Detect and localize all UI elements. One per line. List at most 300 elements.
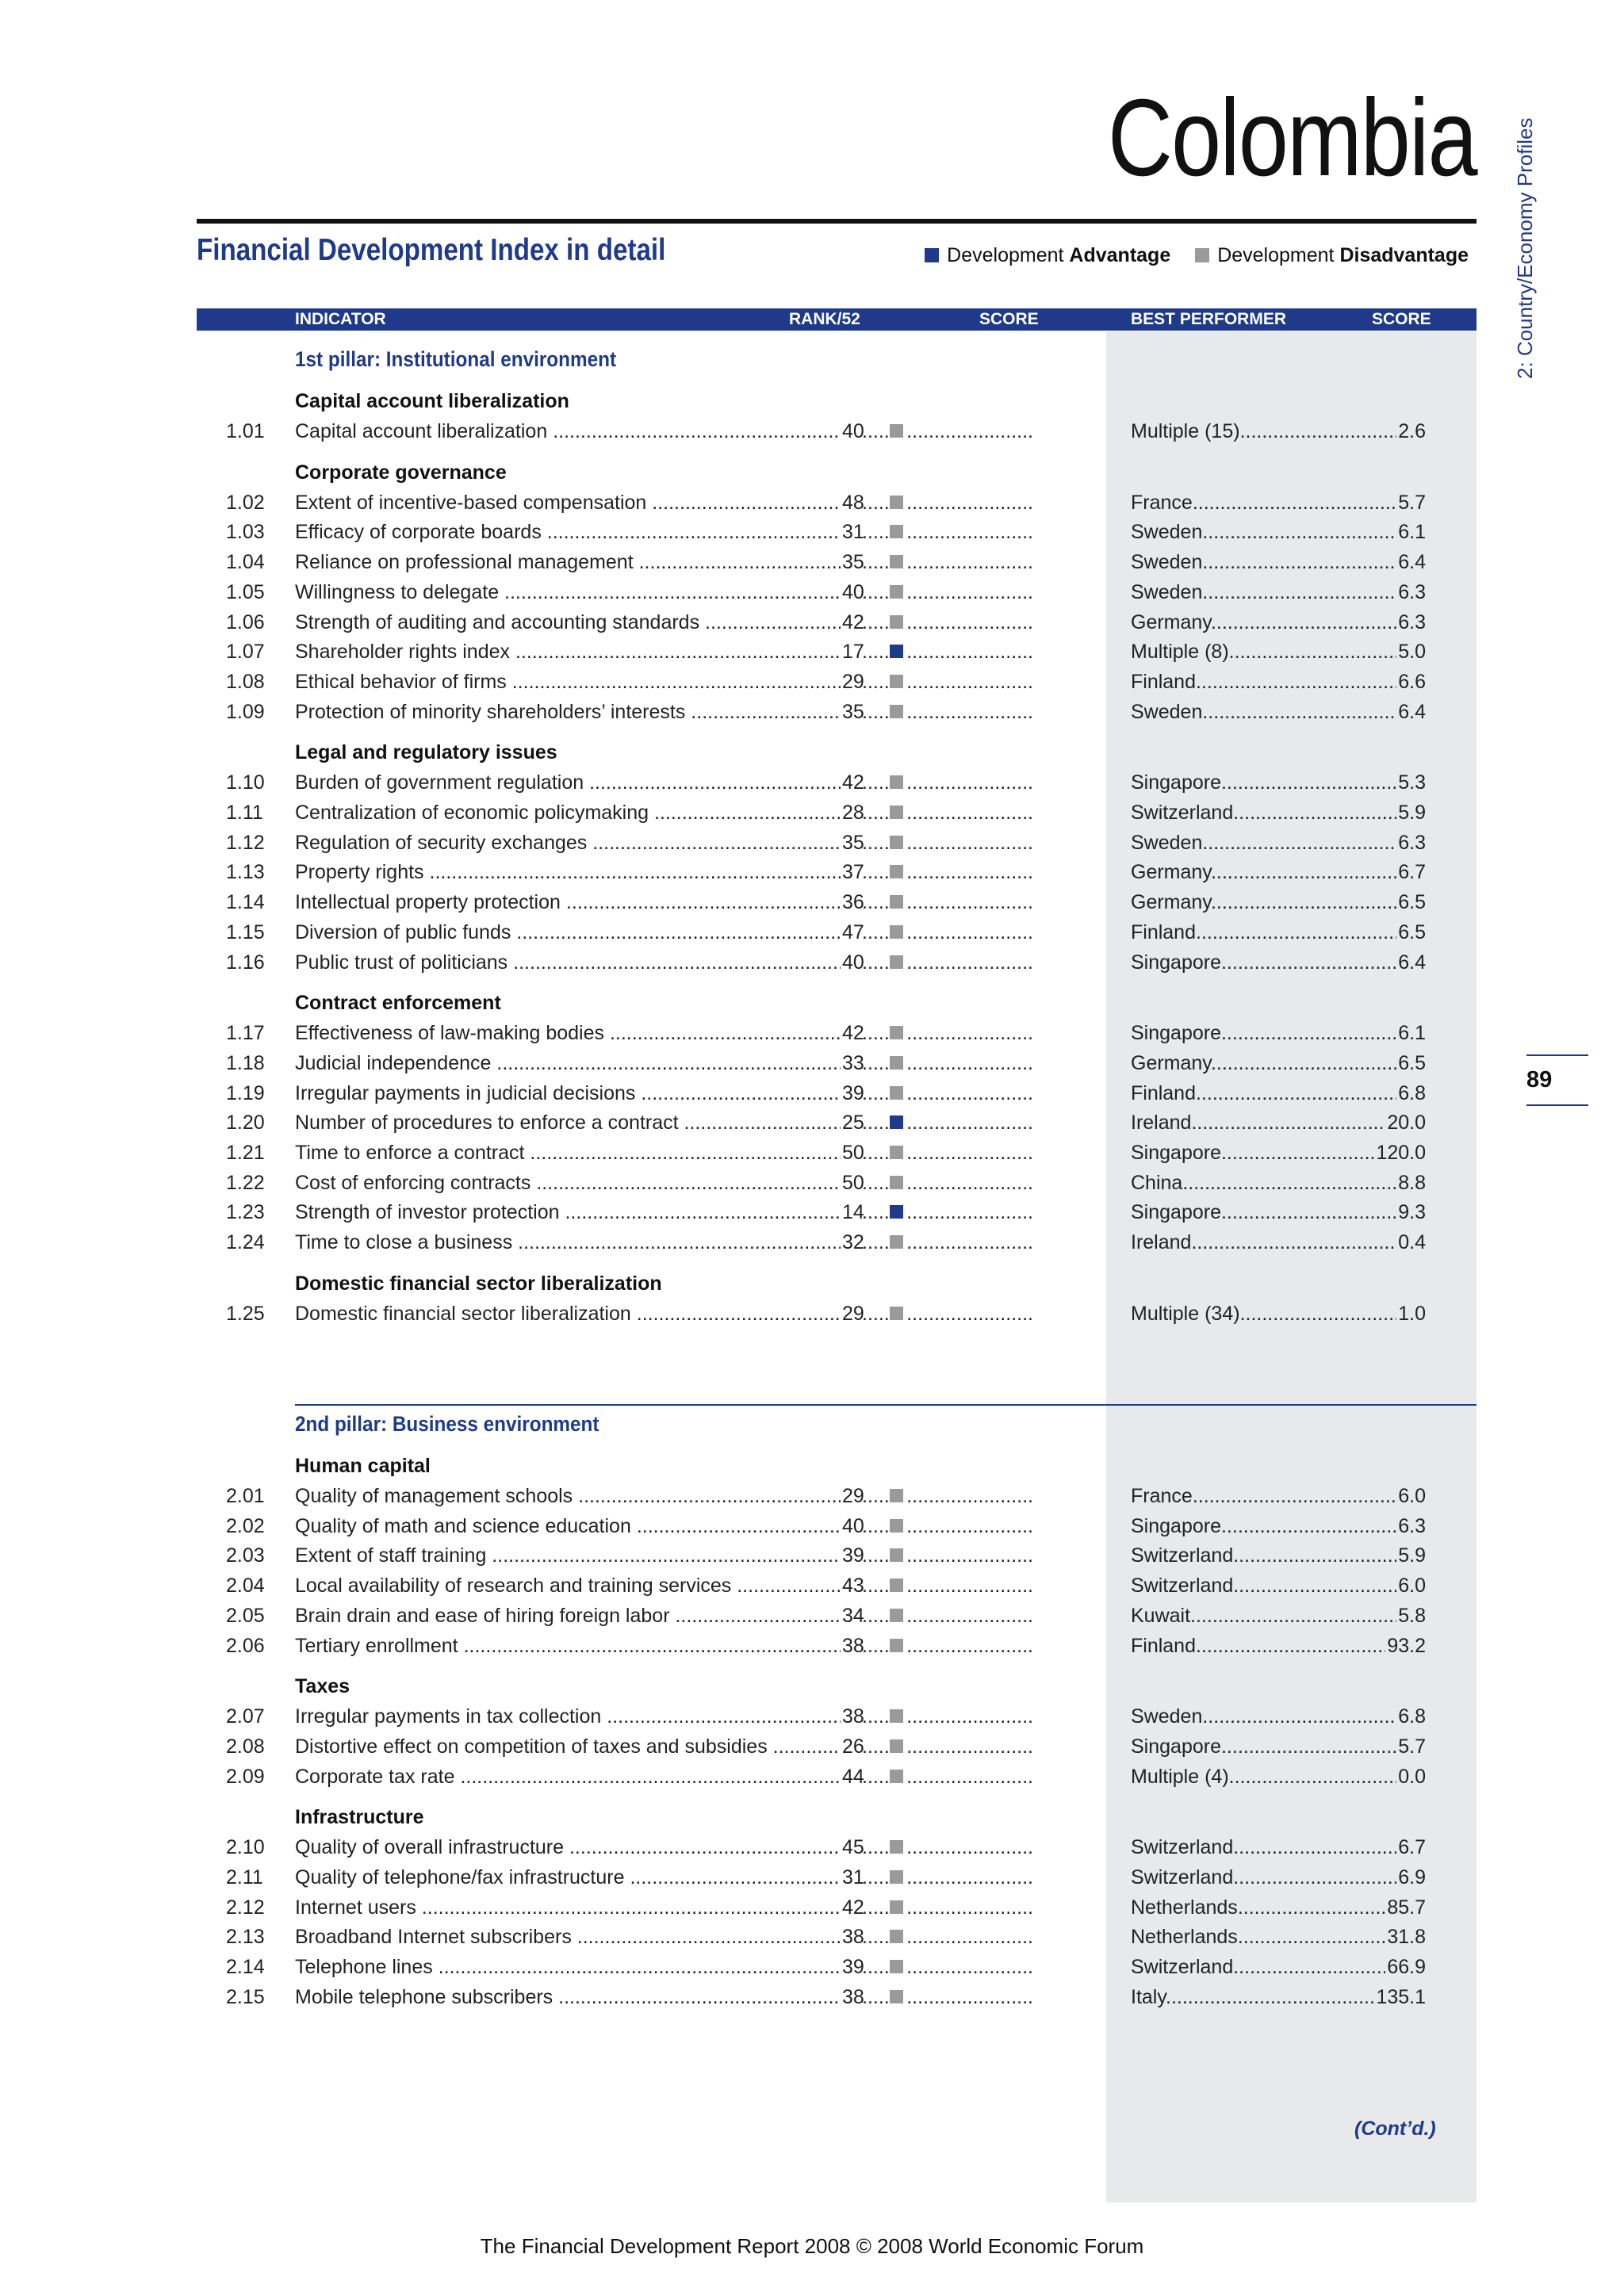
best-performer-score: 20.0 (1387, 1112, 1426, 1135)
best-performer-name: Singapore ..... (1131, 1022, 1426, 1045)
best-performer-score: 85.7 (1387, 1896, 1426, 1919)
disadvantage-marker-icon (890, 1548, 903, 1562)
indicator-name: Ethical behavior of firms ..... (295, 671, 856, 694)
score-cell (906, 1575, 1033, 1598)
best-performer-score: 6.5 (1398, 1051, 1426, 1074)
indicator-name: Willingness to delegate ..... (295, 581, 856, 604)
table-row (0, 891, 1624, 921)
disadvantage-marker-icon (890, 1840, 903, 1854)
table-row (0, 1605, 1624, 1635)
leader-dots (862, 492, 890, 515)
table-row (0, 1956, 1624, 1986)
subsection-title: Legal and regulatory issues (295, 741, 557, 764)
rank-value: 45 (842, 1836, 864, 1859)
best-performer-cell (1131, 671, 1426, 698)
score-cell (906, 1896, 1033, 1919)
best-performer-name: Finland ..... (1131, 1635, 1426, 1658)
table-row (0, 581, 1624, 611)
best-performer-score: 6.4 (1398, 700, 1426, 723)
score-cell (906, 671, 1033, 694)
disadvantage-marker-icon (890, 1578, 903, 1592)
best-performer-cell (1131, 771, 1426, 798)
score-cell (906, 551, 1033, 574)
best-performer-score: 6.5 (1398, 920, 1426, 943)
disadvantage-marker-icon (890, 1739, 903, 1753)
subsection-title: Capital account liberalization (295, 390, 569, 412)
best-performer-name: Ireland ..... (1131, 1112, 1426, 1135)
table-row (0, 832, 1624, 862)
best-performer-score: 5.7 (1398, 491, 1426, 514)
indicator-number: 1.25 (226, 1302, 265, 1325)
subsection-title: Contract enforcement (295, 992, 501, 1015)
disadvantage-marker-icon (890, 1056, 903, 1070)
rank-value: 28 (842, 802, 864, 824)
indicator-number: 1.01 (226, 420, 265, 442)
indicator-number: 1.02 (226, 491, 265, 514)
best-performer-score: 135.1 (1376, 1985, 1426, 2008)
indicator-name: Reliance on professional management ..... (295, 551, 856, 574)
best-performer-cell (1131, 1082, 1426, 1109)
indicator-number: 1.13 (226, 861, 265, 884)
indicator-number: 1.18 (226, 1051, 265, 1074)
disadvantage-marker-icon (890, 1026, 903, 1039)
leader-dots (862, 611, 890, 634)
score-cell (906, 1201, 1033, 1224)
indicator-number: 1.15 (226, 920, 265, 943)
subsection-title: Corporate governance (295, 461, 507, 484)
leader-dots (862, 671, 890, 694)
indicator-name: Public trust of politicians ..... (295, 951, 856, 974)
best-performer-name: Singapore ..... (1131, 1515, 1426, 1538)
table-row (0, 1485, 1624, 1515)
disadvantage-swatch-icon (1195, 248, 1209, 262)
best-performer-cell (1131, 1112, 1426, 1138)
leader-dots (862, 1231, 890, 1254)
score-cell (906, 861, 1033, 884)
score-cell (906, 1142, 1033, 1165)
score-cell (906, 1052, 1033, 1075)
best-performer-cell (1131, 891, 1426, 918)
disadvantage-marker-icon (890, 1770, 903, 1783)
leader-dots (862, 1575, 890, 1598)
best-performer-score: 6.3 (1398, 580, 1426, 603)
indicator-number: 1.05 (226, 580, 265, 603)
table-row (0, 1705, 1624, 1735)
best-performer-score: 0.0 (1398, 1765, 1426, 1788)
title-rule (197, 219, 1477, 224)
disadvantage-marker-icon (890, 895, 903, 909)
score-cell (906, 1172, 1033, 1195)
table-row (0, 1201, 1624, 1231)
indicator-number: 2.09 (226, 1765, 265, 1788)
advantage-marker-icon (890, 645, 903, 658)
table-row (0, 1231, 1624, 1261)
header-rank: RANK/52 (789, 310, 860, 328)
disadvantage-marker-icon (890, 1307, 903, 1320)
rank-value: 31 (842, 521, 864, 544)
indicator-number: 1.19 (226, 1081, 265, 1104)
leader-dots (862, 861, 890, 884)
best-performer-cell (1131, 701, 1426, 728)
best-performer-score: 6.4 (1398, 951, 1426, 974)
rank-value: 31 (842, 1866, 864, 1888)
indicator-name: Broadband Internet subscribers ..... (295, 1926, 856, 1949)
leader-dots (862, 641, 890, 664)
best-performer-name: Switzerland ..... (1131, 1956, 1426, 1979)
leader-dots (862, 420, 890, 443)
table-row (0, 1112, 1624, 1142)
best-performer-cell (1131, 1172, 1426, 1199)
best-performer-name: Multiple (8) ..... (1131, 641, 1426, 664)
leader-dots (862, 1705, 890, 1728)
indicator-number: 1.24 (226, 1231, 265, 1254)
best-performer-name: Switzerland ..... (1131, 1866, 1426, 1889)
rank-value: 37 (842, 861, 864, 884)
indicator-name: Local availability of research and training services ..... (295, 1575, 856, 1598)
score-cell (906, 1515, 1033, 1538)
table-row (0, 1544, 1624, 1575)
indicator-number: 1.14 (226, 891, 265, 914)
best-performer-cell (1131, 1231, 1426, 1258)
disadvantage-marker-icon (890, 555, 903, 568)
best-performer-score: 66.9 (1387, 1956, 1426, 1979)
best-performer-score: 6.5 (1398, 891, 1426, 914)
best-performer-cell (1131, 492, 1426, 519)
best-performer-name: Kuwait ..... (1131, 1605, 1426, 1628)
indicator-name: Brain drain and ease of hiring foreign labor ..... (295, 1605, 856, 1628)
best-performer-score: 6.8 (1398, 1705, 1426, 1728)
rank-value: 39 (842, 1544, 864, 1567)
score-cell (906, 521, 1033, 544)
leader-dots (862, 1142, 890, 1165)
indicator-name: Shareholder rights index ..... (295, 641, 856, 664)
best-performer-score: 31.8 (1387, 1926, 1426, 1949)
leader-dots (862, 1303, 890, 1326)
indicator-name: Time to close a business ..... (295, 1231, 856, 1254)
best-performer-name: Sweden ..... (1131, 551, 1426, 574)
indicator-number: 1.16 (226, 951, 265, 974)
score-cell (906, 802, 1033, 825)
section-title: Financial Development Index in detail (197, 233, 666, 267)
indicator-name: Centralization of economic policymaking ..... (295, 802, 856, 825)
table-row (0, 861, 1624, 891)
table-row (0, 521, 1624, 551)
best-performer-name: Singapore ..... (1131, 1201, 1426, 1224)
best-performer-name: Finland ..... (1131, 671, 1426, 694)
disadvantage-marker-icon (890, 1960, 903, 1973)
table-row (0, 771, 1624, 802)
best-performer-score: 6.7 (1398, 861, 1426, 884)
score-cell (906, 1022, 1033, 1045)
indicator-name: Strength of auditing and accounting standards ..... (295, 611, 856, 634)
leader-dots (862, 1485, 890, 1508)
disadvantage-marker-icon (890, 836, 903, 849)
leader-dots (862, 1896, 890, 1919)
header-indicator: INDICATOR (295, 310, 386, 328)
leader-dots (862, 1866, 890, 1889)
indicator-name: Property rights ..... (295, 861, 856, 884)
table-row (0, 802, 1624, 832)
indicator-number: 2.03 (226, 1544, 265, 1567)
score-cell (906, 1956, 1033, 1979)
side-section-label: 2: Country/Economy Profiles (1513, 117, 1537, 379)
advantage-marker-icon (890, 1115, 903, 1129)
table-row (0, 641, 1624, 671)
best-performer-cell (1131, 1866, 1426, 1893)
best-performer-cell (1131, 1635, 1426, 1662)
disadvantage-marker-icon (890, 1639, 903, 1652)
indicator-number: 1.22 (226, 1171, 265, 1194)
best-performer-cell (1131, 1544, 1426, 1571)
disadvantage-marker-icon (890, 1930, 903, 1943)
indicator-number: 2.06 (226, 1634, 265, 1657)
best-performer-cell (1131, 921, 1426, 948)
best-performer-cell (1131, 1956, 1426, 1983)
best-performer-score: 6.3 (1398, 1514, 1426, 1537)
rank-value: 38 (842, 1634, 864, 1657)
rank-value: 35 (842, 700, 864, 723)
best-performer-name: Sweden ..... (1131, 1705, 1426, 1728)
score-cell (906, 420, 1033, 443)
table-row (0, 1986, 1624, 2016)
footer: The Financial Development Report 2008 © 2008 World Economic Forum (480, 2234, 1144, 2258)
best-performer-score: 2.6 (1398, 420, 1426, 442)
indicator-number: 1.03 (226, 521, 265, 544)
disadvantage-marker-icon (890, 424, 903, 438)
best-performer-cell (1131, 1515, 1426, 1542)
best-performer-score: 8.8 (1398, 1171, 1426, 1194)
disadvantage-marker-icon (890, 496, 903, 509)
best-performer-score: 6.3 (1398, 831, 1426, 854)
rank-value: 35 (842, 551, 864, 574)
score-cell (906, 492, 1033, 515)
best-performer-name: China ..... (1131, 1172, 1426, 1195)
rank-value: 25 (842, 1112, 864, 1135)
best-performer-cell (1131, 521, 1426, 548)
score-cell (906, 1112, 1033, 1135)
rank-value: 48 (842, 491, 864, 514)
best-performer-score: 5.9 (1398, 1544, 1426, 1567)
rank-value: 40 (842, 580, 864, 603)
rank-value: 38 (842, 1985, 864, 2008)
score-cell (906, 891, 1033, 914)
pillar-title: 2nd pillar: Business environment (295, 1412, 599, 1436)
score-cell (906, 1735, 1033, 1758)
best-performer-score: 6.0 (1398, 1485, 1426, 1507)
leader-dots (862, 1836, 890, 1859)
best-performer-name: Switzerland ..... (1131, 1575, 1426, 1598)
best-performer-name: Netherlands ..... (1131, 1926, 1426, 1949)
rank-value: 29 (842, 670, 864, 693)
score-cell (906, 641, 1033, 664)
leader-dots (862, 1956, 890, 1979)
rank-value: 26 (842, 1735, 864, 1758)
table-header (197, 308, 1477, 331)
best-performer-name: Multiple (34) ..... (1131, 1303, 1426, 1326)
score-cell (906, 1082, 1033, 1105)
indicator-number: 1.12 (226, 831, 265, 854)
best-performer-cell (1131, 581, 1426, 608)
score-cell (906, 1986, 1033, 2009)
best-performer-cell (1131, 1896, 1426, 1923)
indicator-number: 1.17 (226, 1022, 265, 1045)
legend-advantage: Development Advantage (925, 244, 1176, 266)
rank-value: 17 (842, 641, 864, 664)
indicator-name: Intellectual property protection ..... (295, 891, 856, 914)
rank-value: 47 (842, 920, 864, 943)
advantage-marker-icon (890, 1205, 903, 1219)
best-performer-cell (1131, 1052, 1426, 1079)
best-performer-name: Finland ..... (1131, 1082, 1426, 1105)
disadvantage-marker-icon (890, 1870, 903, 1884)
disadvantage-marker-icon (890, 1489, 903, 1502)
indicator-name: Extent of incentive-based compensation ..... (295, 492, 856, 515)
leader-dots (862, 1986, 890, 2009)
best-performer-name: France ..... (1131, 492, 1426, 515)
best-performer-cell (1131, 420, 1426, 447)
best-performer-cell (1131, 1836, 1426, 1863)
table-row (0, 1303, 1624, 1333)
disadvantage-marker-icon (890, 585, 903, 599)
indicator-number: 2.15 (226, 1985, 265, 2008)
best-performer-cell (1131, 1201, 1426, 1228)
table-row (0, 1575, 1624, 1605)
best-performer-score: 1.0 (1398, 1302, 1426, 1325)
indicator-name: Domestic financial sector liberalization ..... (295, 1303, 856, 1326)
score-cell (906, 832, 1033, 855)
indicator-name: Irregular payments in judicial decisions ..... (295, 1082, 856, 1105)
indicator-name: Telephone lines ..... (295, 1956, 856, 1979)
best-performer-score: 5.7 (1398, 1735, 1426, 1758)
best-performer-score: 120.0 (1376, 1142, 1426, 1164)
table-row (0, 1926, 1624, 1956)
best-performer-score: 6.1 (1398, 1022, 1426, 1045)
table-row (0, 1896, 1624, 1927)
subsection-title: Infrastructure (295, 1806, 424, 1829)
disadvantage-marker-icon (890, 1519, 903, 1533)
indicator-name: Extent of staff training ..... (295, 1544, 856, 1567)
disadvantage-marker-icon (890, 925, 903, 939)
leader-dots (862, 1635, 890, 1658)
score-cell (906, 1605, 1033, 1628)
best-performer-name: Singapore ..... (1131, 771, 1426, 794)
score-cell (906, 1866, 1033, 1889)
table-row (0, 1866, 1624, 1896)
best-performer-cell (1131, 1766, 1426, 1793)
best-performer-name: Switzerland ..... (1131, 802, 1426, 825)
legend (906, 244, 1469, 267)
indicator-name: Capital account liberalization ..... (295, 420, 856, 443)
indicator-number: 2.14 (226, 1956, 265, 1979)
indicator-number: 2.01 (226, 1485, 265, 1507)
indicator-number: 1.04 (226, 551, 265, 574)
indicator-number: 1.10 (226, 771, 265, 794)
best-performer-score: 6.3 (1398, 610, 1426, 633)
leader-dots (862, 1172, 890, 1195)
indicator-number: 1.08 (226, 670, 265, 693)
best-performer-score: 93.2 (1387, 1634, 1426, 1657)
indicator-number: 2.04 (226, 1575, 265, 1598)
best-performer-name: Finland ..... (1131, 921, 1426, 944)
subsection-title: Domestic financial sector liberalization (295, 1272, 662, 1295)
best-performer-cell (1131, 802, 1426, 828)
rank-value: 34 (842, 1604, 864, 1627)
indicator-name: Irregular payments in tax collection ..... (295, 1705, 856, 1728)
rank-value: 40 (842, 420, 864, 442)
leader-dots (862, 1112, 890, 1135)
score-cell (906, 1231, 1033, 1254)
best-performer-name: France ..... (1131, 1485, 1426, 1508)
leader-dots (862, 1605, 890, 1628)
indicator-name: Strength of investor protection ..... (295, 1201, 856, 1224)
rank-value: 43 (842, 1575, 864, 1598)
leader-dots (862, 951, 890, 974)
indicator-number: 2.12 (226, 1896, 265, 1919)
rank-value: 38 (842, 1705, 864, 1728)
best-performer-name: Sweden ..... (1131, 701, 1426, 724)
indicator-number: 1.06 (226, 610, 265, 633)
rank-value: 40 (842, 1514, 864, 1537)
best-performer-name: Singapore ..... (1131, 951, 1426, 974)
indicator-name: Mobile telephone subscribers ..... (295, 1986, 856, 2009)
leader-dots (862, 771, 890, 794)
leader-dots (862, 1082, 890, 1105)
indicator-name: Protection of minority shareholders’ interests ..... (295, 701, 856, 724)
best-performer-name: Germany ..... (1131, 611, 1426, 634)
best-performer-cell (1131, 951, 1426, 978)
leader-dots (862, 921, 890, 944)
disadvantage-marker-icon (890, 1146, 903, 1159)
continued-note: (Cont’d.) (1354, 2118, 1436, 2140)
score-cell (906, 1485, 1033, 1508)
indicator-name: Quality of math and science education ..... (295, 1515, 856, 1538)
best-performer-cell (1131, 1303, 1426, 1330)
country-title: Colombia (1108, 77, 1477, 199)
best-performer-score: 6.6 (1398, 670, 1426, 693)
rank-value: 44 (842, 1765, 864, 1788)
pillar-title: 1st pillar: Institutional environment (295, 347, 617, 371)
leader-dots (862, 1022, 890, 1045)
table-row (0, 492, 1624, 522)
indicator-name: Time to enforce a contract ..... (295, 1142, 856, 1165)
table-row (0, 1142, 1624, 1172)
best-performer-cell (1131, 1705, 1426, 1732)
indicator-name: Corporate tax rate ..... (295, 1766, 856, 1789)
disadvantage-marker-icon (890, 615, 903, 629)
indicator-name: Diversion of public funds ..... (295, 921, 856, 944)
score-cell (906, 611, 1033, 634)
disadvantage-marker-icon (890, 1086, 903, 1100)
page-number: 89 (1526, 1067, 1553, 1093)
best-performer-score: 6.0 (1398, 1575, 1426, 1598)
indicator-number: 1.11 (226, 802, 263, 824)
table-row (0, 1836, 1624, 1866)
best-performer-cell (1131, 611, 1426, 638)
leader-dots (862, 832, 890, 855)
score-cell (906, 921, 1033, 944)
best-performer-score: 5.8 (1398, 1604, 1426, 1627)
best-performer-cell (1131, 832, 1426, 859)
table-row (0, 1022, 1624, 1052)
indicator-number: 2.10 (226, 1836, 265, 1859)
table-row (0, 551, 1624, 581)
best-performer-cell (1131, 1485, 1426, 1512)
indicator-number: 1.21 (226, 1142, 265, 1164)
best-performer-name: Italy ..... (1131, 1986, 1426, 2009)
indicator-name: Judicial independence ..... (295, 1052, 856, 1075)
rank-value: 35 (842, 831, 864, 854)
disadvantage-marker-icon (890, 1176, 903, 1189)
